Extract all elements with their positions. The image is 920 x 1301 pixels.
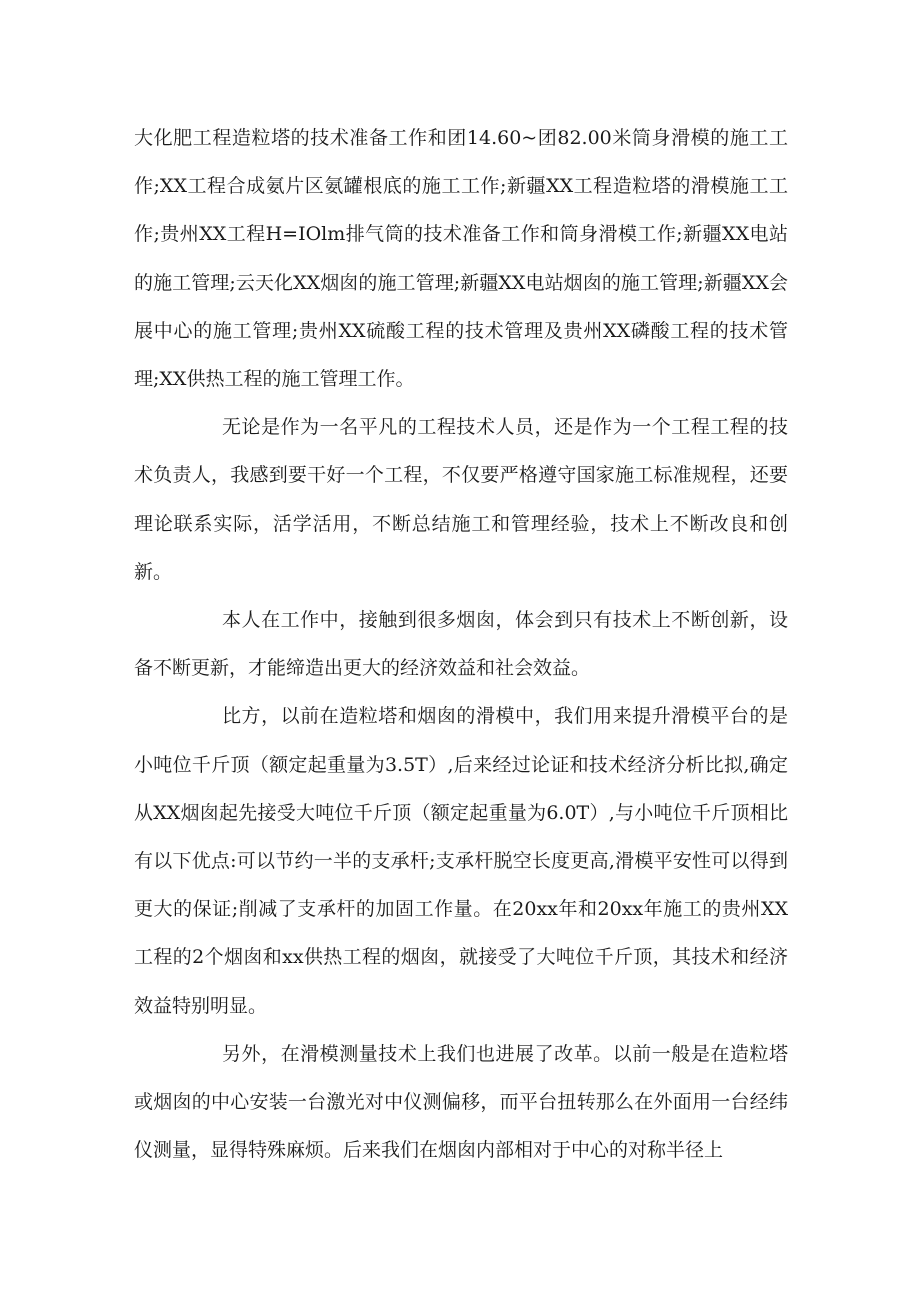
paragraph-2: 无论是作为一名平凡的工程技术人员，还是作为一个工程工程的技术负责人，我感到要干好一个工程，不仅要严格遵守国家施工标准规程，还要理论联系实际，活学活用，不断总结施工和管理经验，技术上不断改良和创新。 (134, 416, 788, 583)
paragraph-5: 另外，在滑模测量技术上我们也进展了改革。以前一般是在造粒塔或烟囱的中心安装一台激光对中仪测偏移，而平台扭转那么在外面用一台经纬仪测量，显得特殊麻烦。后来我们在烟囱内部相对于中心的对称半径上 (134, 1042, 788, 1162)
paragraph-3: 本人在工作中，接触到很多烟囱，体会到只有技术上不断创新，设备不断更新，才能缔造出更大的经济效益和社会效益。 (134, 609, 788, 680)
paragraph-1: 大化肥工程造粒塔的技术准备工作和团14.60~团82.00米筒身滑模的施工工作;XX工程合成氨片区氨罐根底的施工工作;新疆XX工程造粒塔的滑模施工工作;贵州XX工程H=IOlm排气筒的技术准备工作和筒身滑模工作;新疆XX电站的施工管理;云天化XX烟囱的施工管理;新疆XX电站烟囱的施工管理;新疆XX会展中心的施工管理;贵州XX硫酸工程的技术管理及贵州XX磷酸工程的技术管理;XX供热工程的施工管理工作。 (134, 127, 788, 391)
paragraph-4: 比方，以前在造粒塔和烟囱的滑模中，我们用来提升滑模平台的是小吨位千斤顶（额定起重量为3.5T）,后来经过论证和技术经济分析比拟,确定从XX烟囱起先接受大吨位千斤顶（额定起重量为6.0T）,与小吨位千斤顶相比有以下优点:可以节约一半的支承杆;支承杆脱空长度更高,滑模平安性可以得到更大的保证;削减了支承杆的加固工作量。在20xx年和20xx年施工的贵州XX工程的2个烟囱和xx供热工程的烟囱，就接受了大吨位千斤顶，其技术和经济效益特别明显。 (134, 705, 788, 1017)
document-body (134, 114, 788, 1174)
